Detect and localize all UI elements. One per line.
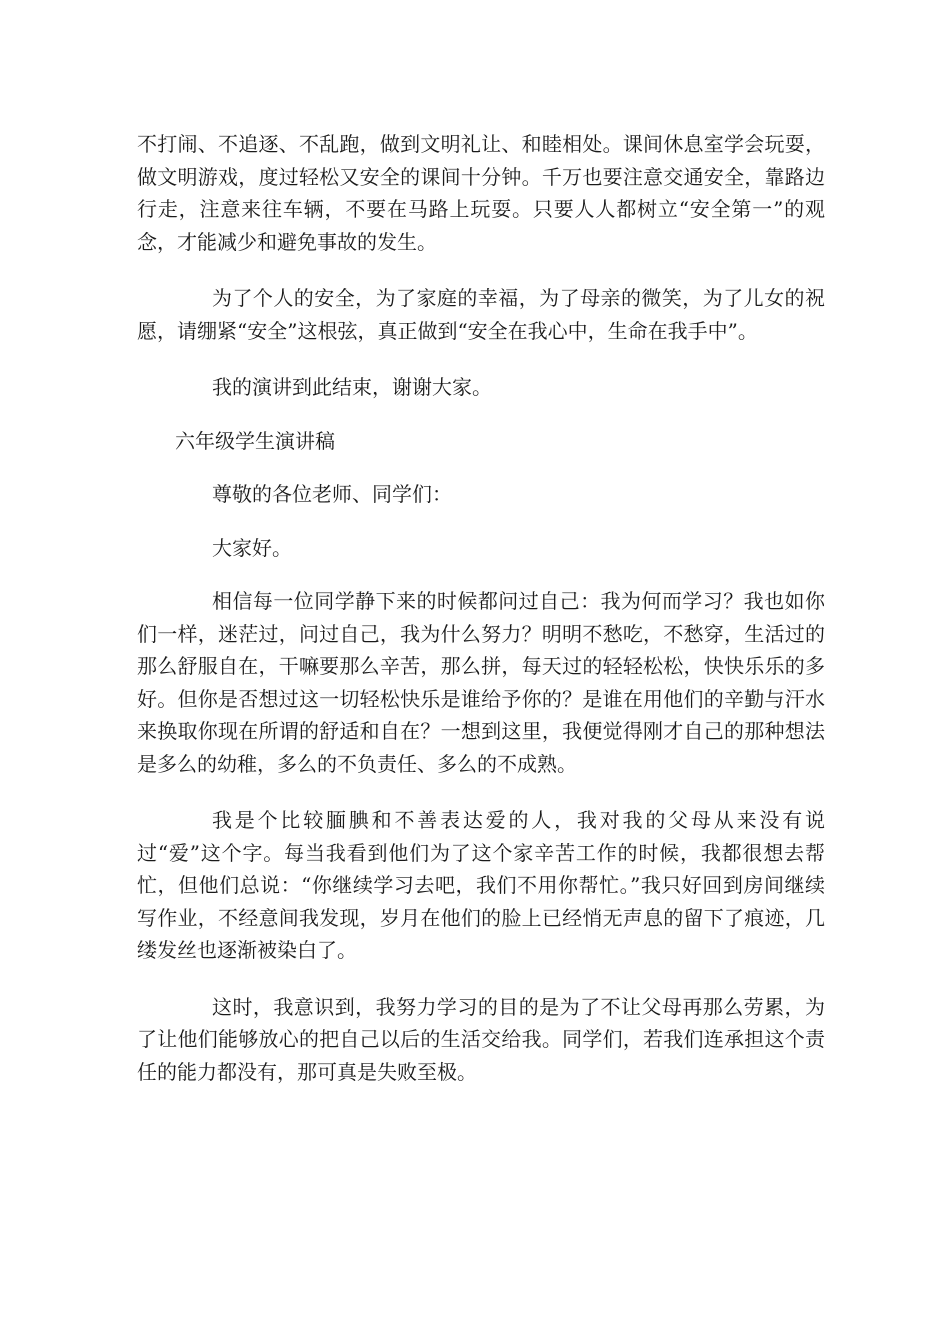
document-body [137,128,825,1112]
paragraph-greeting: 大家好。 [212,535,292,560]
paragraph-safety-appeal: 为了个人的安全，为了家庭的幸福，为了母亲的微笑，为了儿女的祝愿，请绷紧“安全”这根弦，真正做到“安全在我心中，生命在我手中”。 [137,286,825,343]
speech-title: 六年级学生演讲稿 [175,428,335,453]
paragraph-parents: 我是个比较腼腆和不善表达爱的人，我对我的父母从来没有说过“爱”这个字。每当我看到他们为了这个家辛苦工作的时候，我都很想去帮忙，但他们总说：“你继续学习去吧，我们不用你帮忙。”我只好回到房间继续写作业，不经意间我发现，岁月在他们的脸上已经悄无声息的留下了痕迹，几缕发丝也逐渐被染白了。 [137,808,825,962]
paragraph-salutation: 尊敬的各位老师、同学们： [212,482,452,506]
paragraph-realization: 这时，我意识到，我努力学习的目的是为了不让父母再那么劳累，为了让他们能够放心的把自己以后的生活交给我。同学们，若我们连承担这个责任的能力都没有，那可真是失败至极。 [137,994,825,1084]
paragraph-why-study: 相信每一位同学静下来的时候都问过自己：我为何而学习？我也如你们一样，迷茫过，问过自己，我为什么努力？明明不愁吃，不愁穿，生活过的那么舒服自在，干嘛要那么辛苦，那么拼，每天过的轻轻松松，快快乐乐的多好。但你是否想过这一切轻松快乐是谁给予你的？是谁在用他们的辛勤与汗水来换取你现在所谓的舒适和自在？一想到这里，我便觉得刚才自己的那种想法是多么的幼稚，多么的不负责任、多么的不成熟。 [137,589,825,776]
paragraph-safety-rules: 不打闹、不追逐、不乱跑，做到文明礼让、和睦相处。课间休息室学会玩耍，做文明游戏，度过轻松又安全的课间十分钟。千万也要注意交通安全，靠路边行走，注意来往车辆，不要在马路上玩耍。只要人人都树立“安全第一”的观念，才能减少和避免事故的发生。 [137,132,825,254]
paragraph-closing: 我的演讲到此结束，谢谢大家。 [212,375,492,399]
